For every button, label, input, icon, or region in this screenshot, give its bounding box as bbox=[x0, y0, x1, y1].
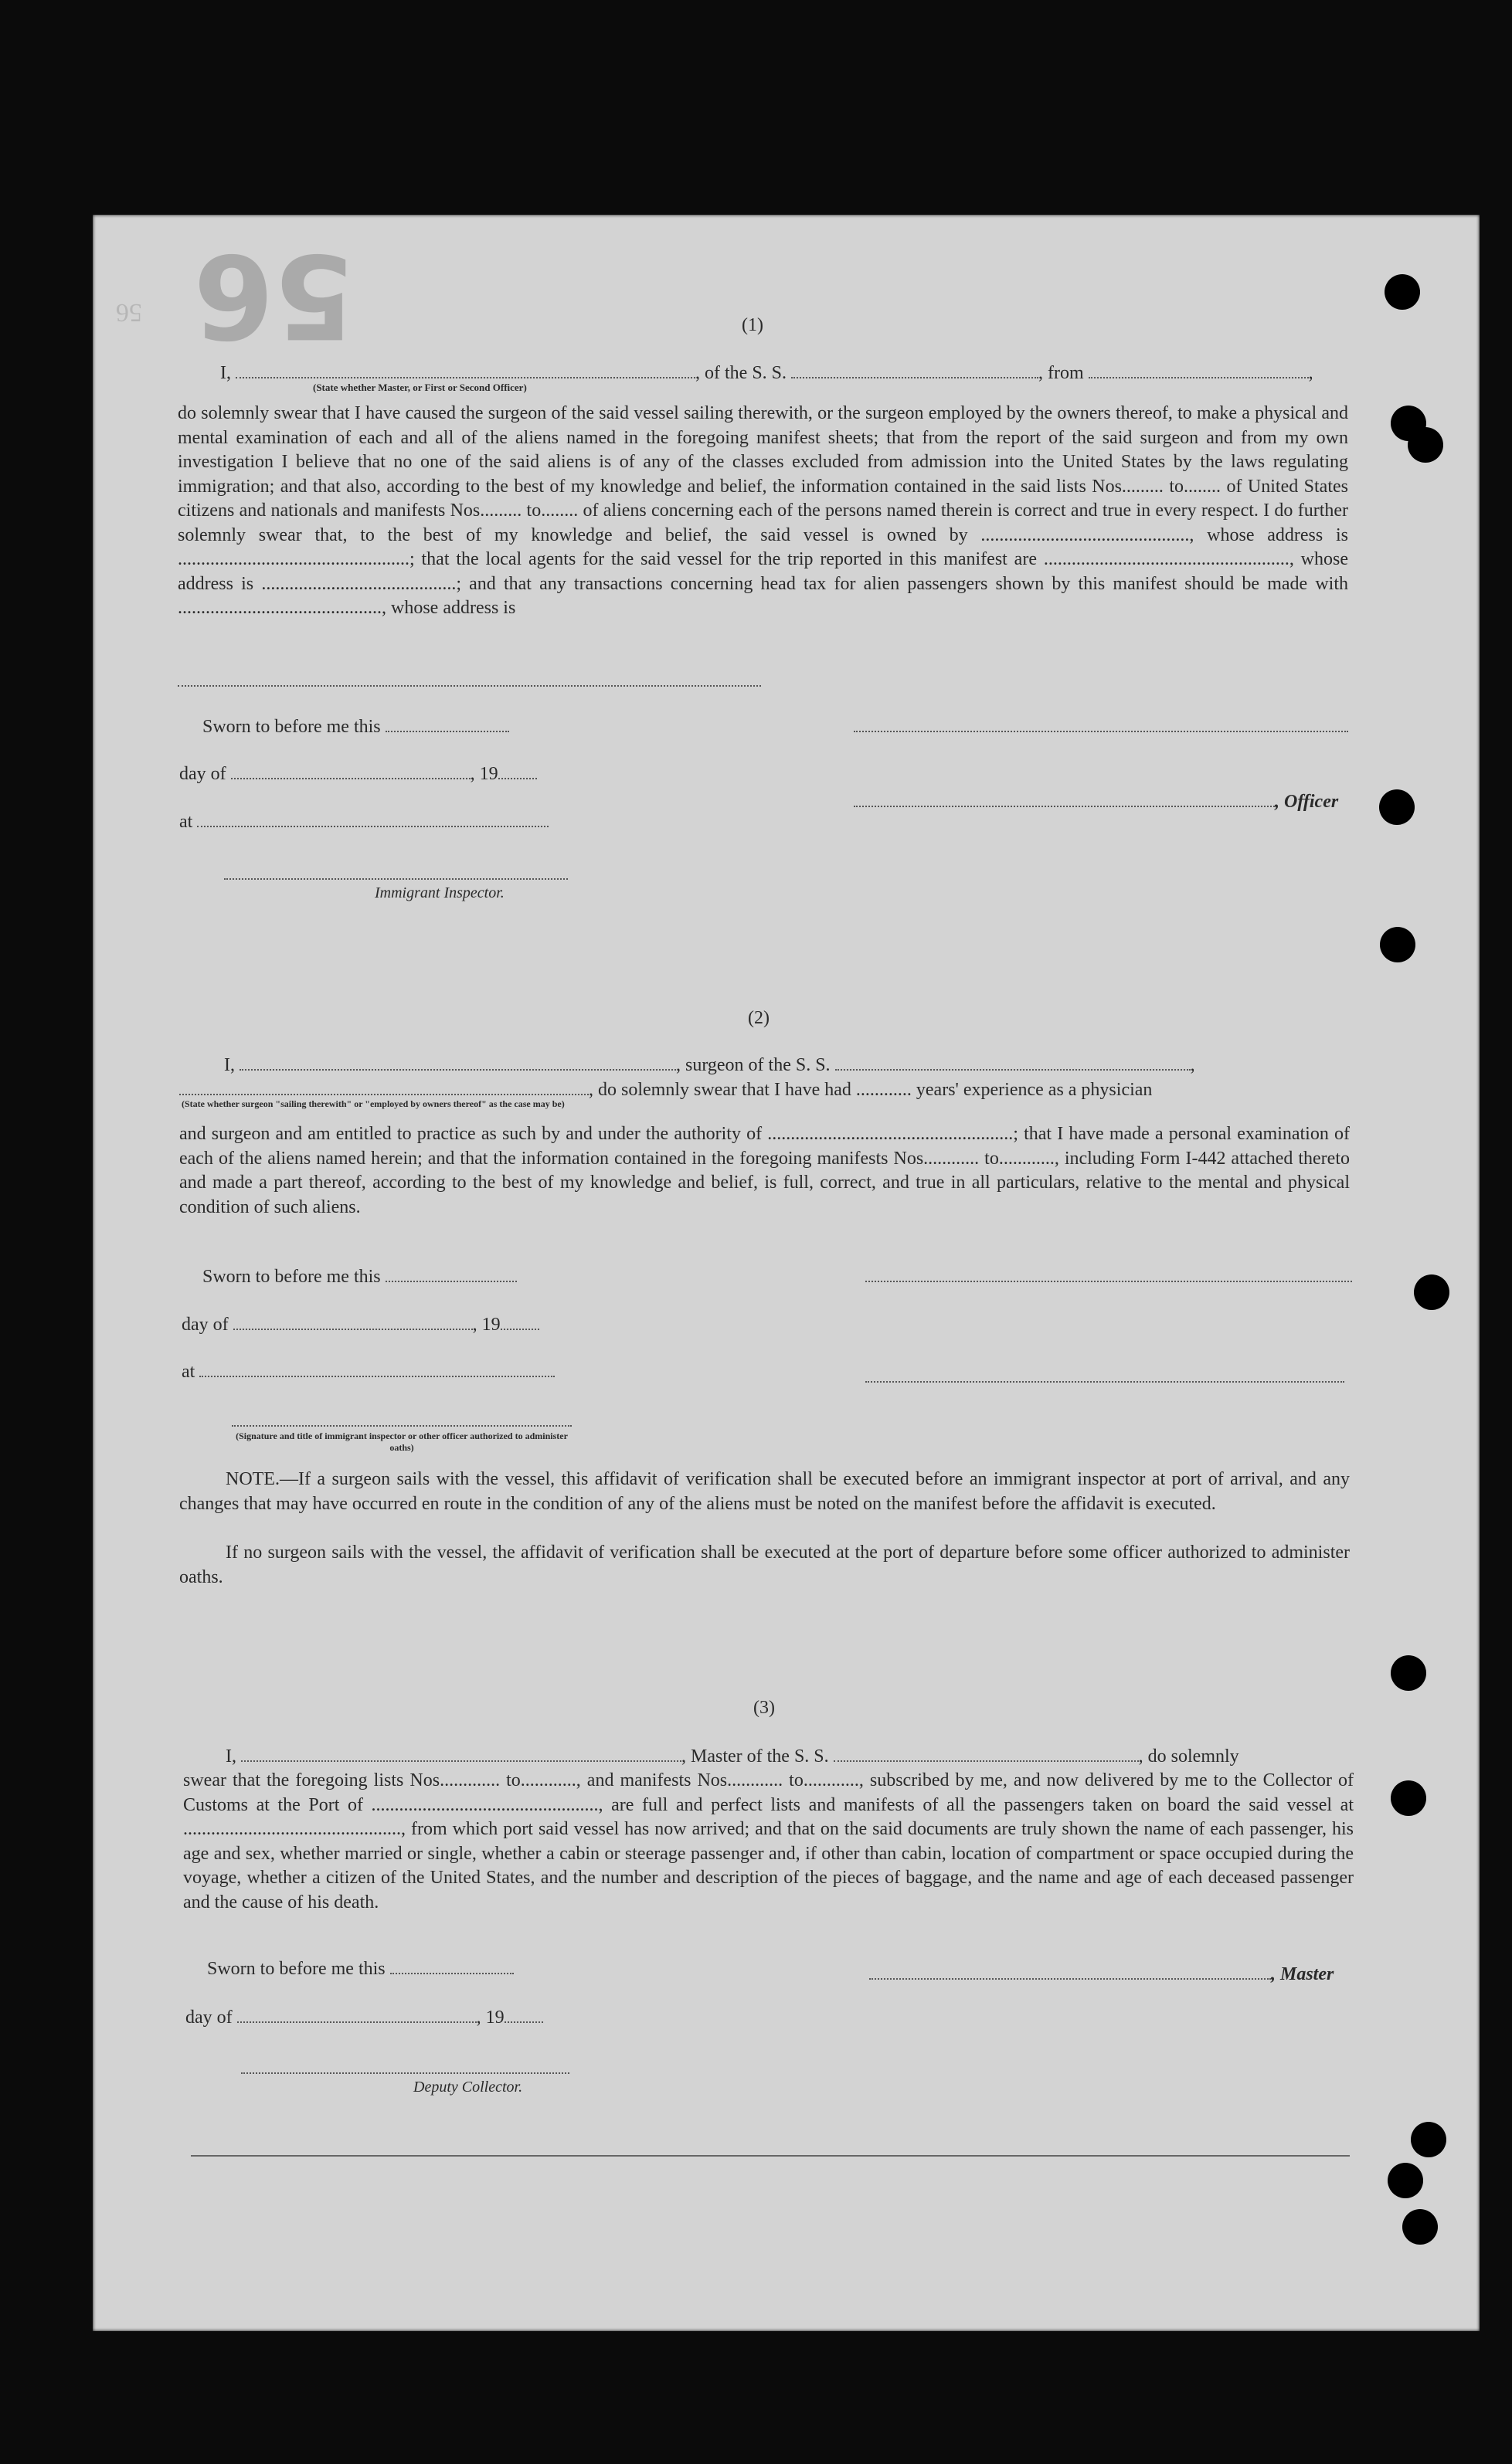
sworn-line bbox=[207, 1957, 514, 1981]
master-label: , Master bbox=[1271, 1964, 1334, 1984]
punch-hole bbox=[1408, 427, 1443, 463]
vessel-name-field[interactable] bbox=[835, 1055, 1191, 1071]
sworn-line bbox=[202, 714, 509, 739]
label: , do solemnly swear that I have had ............ years' experience as a physician bbox=[589, 1080, 1153, 1100]
surgeon-line: I, , surgeon of the S. S. , bbox=[224, 1055, 1195, 1075]
inspector-label: Immigrant Inspector. bbox=[375, 884, 505, 901]
label: I, bbox=[224, 1055, 235, 1075]
label: day of bbox=[185, 2008, 233, 2028]
signature-note: (Signature and title of immigrant inspector or other officer authorized to administer oaths) bbox=[236, 1431, 568, 1453]
sworn-line bbox=[202, 1264, 517, 1289]
label: I, bbox=[226, 1746, 236, 1767]
label: at bbox=[182, 1362, 195, 1382]
day-field[interactable] bbox=[237, 2008, 477, 2023]
label: , do solemnly bbox=[1138, 1746, 1239, 1767]
master-signature-line bbox=[869, 1962, 1334, 1987]
at-field[interactable] bbox=[199, 1362, 555, 1377]
officer-name-field[interactable] bbox=[236, 363, 695, 378]
address-field[interactable] bbox=[178, 669, 761, 694]
punch-hole bbox=[1411, 2122, 1446, 2157]
year-field[interactable] bbox=[505, 2008, 543, 2023]
label: , of the S. S. bbox=[695, 363, 787, 383]
year-field[interactable] bbox=[498, 764, 537, 779]
label: , 19 bbox=[476, 2008, 505, 2028]
punch-hole bbox=[1380, 927, 1415, 962]
day-line bbox=[185, 2005, 543, 2030]
surgeon-status-field[interactable] bbox=[179, 1080, 589, 1095]
punch-hole bbox=[1402, 2209, 1438, 2245]
label: at bbox=[179, 812, 193, 832]
master-signature-field[interactable] bbox=[869, 1964, 1271, 1980]
label: day of bbox=[182, 1315, 229, 1335]
stamp-number: 56 bbox=[193, 228, 355, 362]
oath-paragraph: do solemnly swear that I have caused the surgeon of the said vessel sailing therewith, or the surgeon employed by the owners thereof, to make a physical and mental examination of each and all of the aliens named in the foregoing manifest sheets; that from the report of the said surgeon and from my own investigation I believe that no one of the said aliens is of any of the classes excluded from admission into the United States by the laws regulating immigration; and that also, according to the best of my knowledge and belief, the information contained in the said lists Nos......... to........ of United States citizens and nationals and manifests Nos......... to........ of aliens concerning each of the persons named therein is correct and true in every respect. I do further solemnly swear that, to the best of my knowledge and belief, the said vessel is owned by ............................................., whose address is ..................................................; that the local agents for the said vessel for the trip reported in this manifest are ....................................................., whose address is ..........................................; and that any transactions concerning head tax for alien passengers shown by this manifest should be made with ............................................, whose address is bbox=[178, 403, 1348, 618]
note-paragraph: NOTE.—If a surgeon sails with the vessel, this affidavit of verification shall be executed before an immigrant inspector at port of arrival, and any changes that may have occurred en route in the condition of any of the aliens must be noted on the manifest before the affidavit is executed. bbox=[179, 1469, 1350, 1514]
punch-hole bbox=[1379, 789, 1415, 825]
punch-hole bbox=[1391, 1655, 1426, 1691]
surgeon-name-field[interactable] bbox=[240, 1055, 676, 1071]
section-number: (1) bbox=[742, 315, 763, 335]
master-name-field[interactable] bbox=[241, 1746, 681, 1762]
oath-line: I, , of the S. S. , from , bbox=[220, 363, 1313, 383]
label: , Master of the S. S. bbox=[681, 1746, 829, 1767]
label: , 19 bbox=[472, 1315, 501, 1335]
collector-label: Deputy Collector. bbox=[413, 2079, 523, 2096]
officer-signature-field[interactable] bbox=[854, 792, 1275, 807]
sworn-date-field[interactable] bbox=[390, 1959, 514, 1974]
label: , from bbox=[1038, 363, 1084, 383]
sworn-date-field[interactable] bbox=[386, 717, 509, 732]
note-paragraph-2: If no surgeon sails with the vessel, the affidavit of verification shall be executed at the port of departure before some officer authorized to administer oaths. bbox=[179, 1543, 1350, 1587]
day-line bbox=[179, 762, 537, 786]
at-line bbox=[179, 809, 549, 834]
master-paragraph: swear that the foregoing lists Nos............. to............, and manifests Nos............ to............, subscribed by me, and now delivered by me to the Collector of Customs at the Port of ................................................., are full and perfect lists and manifests of all the passengers taken on board the said vessel at ..............................................., from which port said vessel has now arrived; and that on the said documents are truly shown the name of each passenger, his age and sex, whether married or single, whether a cabin or steerage passenger and, if other than cabin, location of compartment or space occupied during the voyage, whether a citizen of the United States, and the number and description of the pieces of baggage, and the name and age of each deceased passenger and the cause of his death. bbox=[183, 1770, 1354, 1912]
label: Sworn to before me this bbox=[207, 1959, 386, 1979]
bottom-rule bbox=[191, 2155, 1350, 2157]
surgeon-paragraph: and surgeon and am entitled to practice as such by and under the authority of .....................................................; that I have made a personal examination of each of the aliens named herein; and that the information contained in the foregoing manifests Nos............ to............, including Form I-442 attached thereto and made a part thereof, according to the best of my knowledge and belief, is full, correct, and true in all particulars, relative to the mental and physical condition of such aliens. bbox=[179, 1124, 1350, 1217]
day-field[interactable] bbox=[231, 764, 471, 779]
label: Sworn to before me this bbox=[202, 1267, 381, 1287]
at-field[interactable] bbox=[197, 812, 549, 827]
punch-hole bbox=[1414, 1274, 1449, 1310]
surgeon-note: (State whether surgeon "sailing therewith" or "employed by owners thereof" as the case may be) bbox=[182, 1098, 565, 1109]
label: I, bbox=[220, 363, 231, 383]
ghost-number: 56 bbox=[116, 298, 142, 327]
punch-hole bbox=[1391, 1780, 1426, 1816]
punch-hole bbox=[1385, 274, 1420, 310]
master-line bbox=[226, 1744, 1239, 1769]
from-port-field[interactable] bbox=[1089, 363, 1309, 378]
officer-line bbox=[854, 789, 1338, 814]
signature-field[interactable] bbox=[865, 1365, 1344, 1390]
year-field[interactable] bbox=[501, 1315, 539, 1330]
label: , surgeon of the S. S. bbox=[676, 1055, 831, 1075]
officer-label: , Officer bbox=[1275, 792, 1339, 812]
vessel-name-field[interactable] bbox=[834, 1746, 1139, 1762]
signature-field[interactable] bbox=[865, 1264, 1352, 1289]
at-line bbox=[182, 1359, 555, 1384]
sworn-date-field[interactable] bbox=[386, 1267, 517, 1282]
day-line bbox=[182, 1312, 539, 1337]
label: day of bbox=[179, 764, 226, 784]
signature-field[interactable] bbox=[854, 714, 1348, 739]
punch-hole bbox=[1388, 2163, 1423, 2198]
officer-note: (State whether Master, or First or Second Officer) bbox=[313, 382, 527, 393]
day-field[interactable] bbox=[233, 1315, 473, 1330]
vessel-name-field[interactable] bbox=[791, 363, 1038, 378]
label: , 19 bbox=[470, 764, 498, 784]
section-number: (2) bbox=[748, 1008, 770, 1028]
label: Sworn to before me this bbox=[202, 717, 381, 737]
section-number: (3) bbox=[753, 1698, 775, 1718]
